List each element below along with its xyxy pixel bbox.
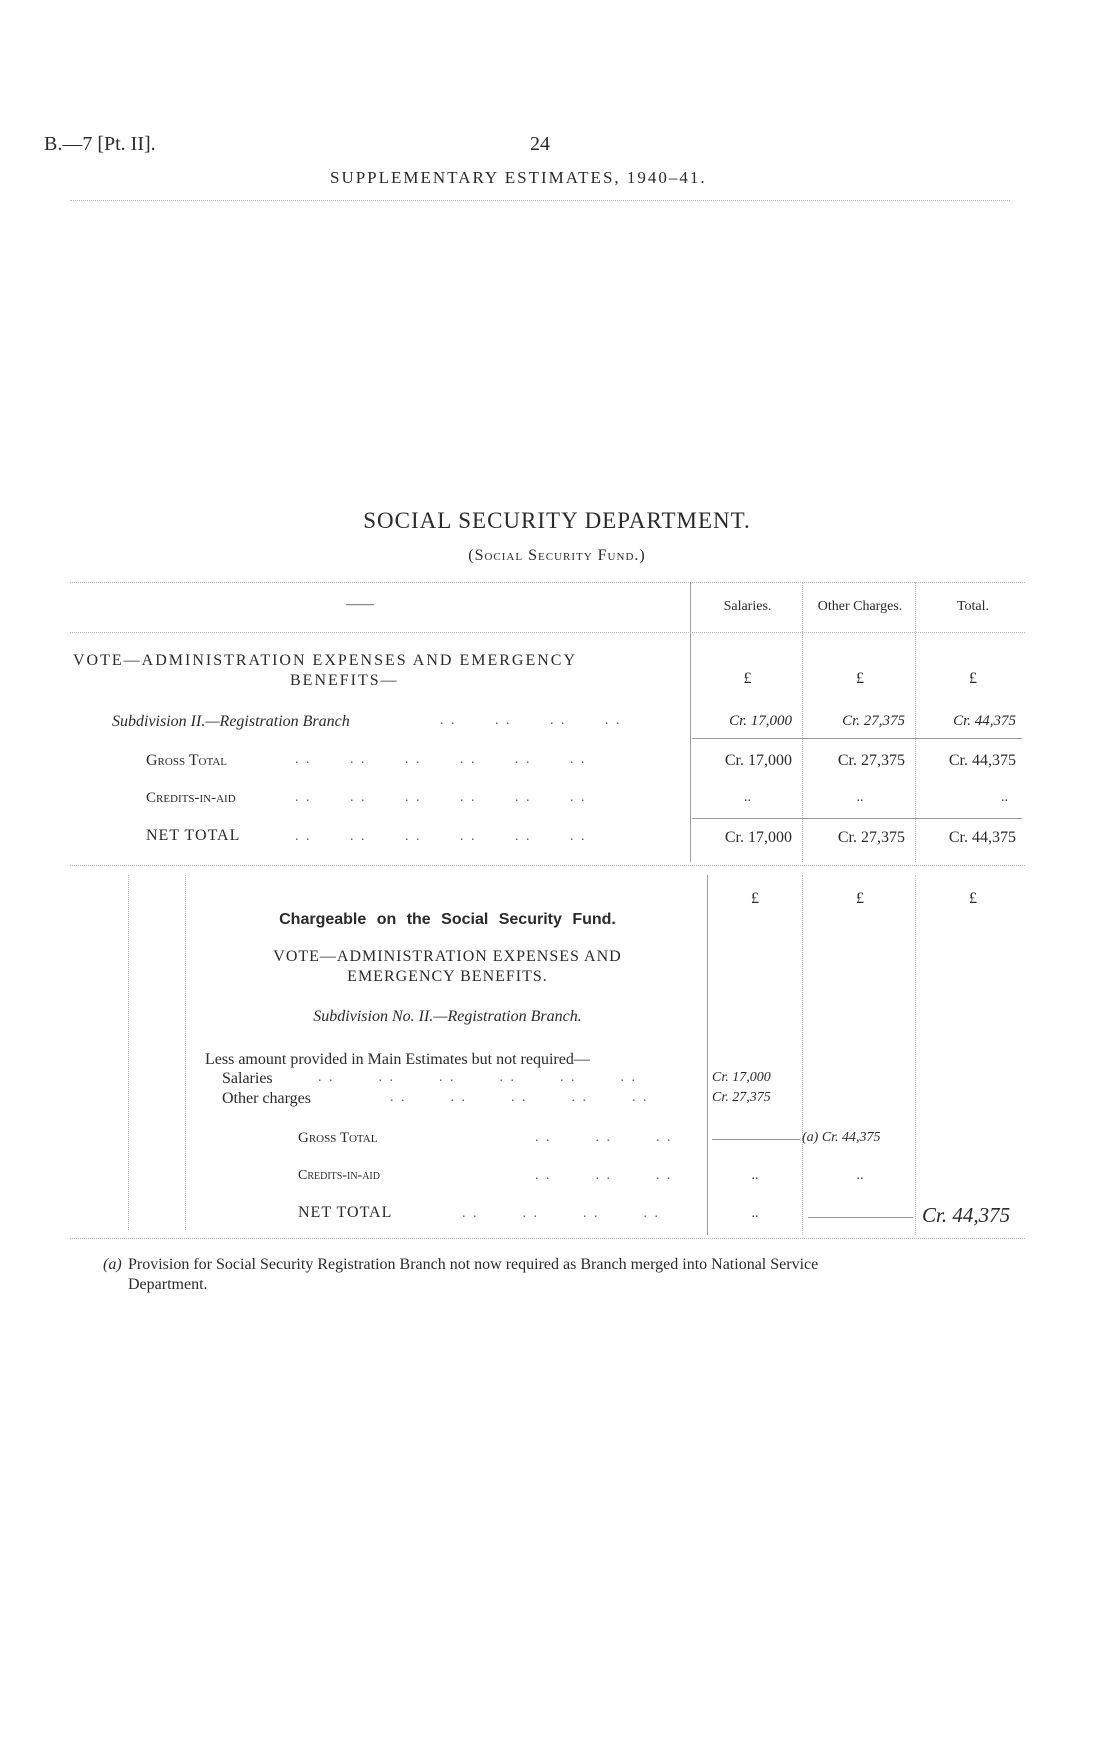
table2-col-divider-1	[707, 875, 708, 1235]
row-subdivision-label: Subdivision II.—Registration Branch	[112, 713, 350, 730]
table2-net-total-label: NET TOTAL	[298, 1204, 393, 1221]
salaries-value: Cr. 17,000	[712, 1070, 771, 1085]
chargeable-heading: Chargeable on the Social Security Fund.	[279, 911, 616, 928]
table2-col-divider-2	[802, 875, 803, 1235]
currency-total: £	[969, 670, 977, 687]
table2-net-total-value: Cr. 44,375	[922, 1203, 1011, 1227]
other-charges-label: Other charges	[222, 1090, 311, 1107]
gross-total-leader-rule	[712, 1139, 800, 1140]
row-rule	[692, 738, 1022, 739]
page-reference: B.—7 [Pt. II].	[44, 133, 156, 155]
table2-currency-3: £	[969, 890, 977, 907]
row-subdivision-total: Cr. 44,375	[953, 713, 1016, 729]
table2-bottom-rule	[70, 1238, 1025, 1239]
table2-subdivision: Subdivision No. II.—Registration Branch.	[313, 1008, 582, 1025]
table2-gross-total-label: Gross Total	[298, 1130, 378, 1146]
header-rule	[70, 200, 1010, 201]
table2-gross-total-value: (a) Cr. 44,375	[802, 1130, 881, 1145]
vote-heading-line1: VOTE—ADMINISTRATION EXPENSES AND EMERGENCY	[73, 652, 577, 669]
table2-net-col1: ..	[751, 1206, 759, 1221]
table1-col-divider-2	[802, 582, 803, 862]
column-header-other-charges: Other Charges.	[817, 599, 903, 614]
table1-col-divider-3	[915, 582, 916, 862]
table2-vote-line1: VOTE—ADMINISTRATION EXPENSES AND	[273, 948, 622, 965]
row-credits-in-aid-total: ..	[1001, 790, 1008, 805]
leader-dots: . . . . . . . . . .	[390, 1090, 649, 1105]
row-subdivision-salaries: Cr. 17,000	[729, 713, 792, 729]
row-gross-total-salaries: Cr. 17,000	[724, 752, 792, 769]
row-net-total-label: NET TOTAL	[146, 827, 241, 844]
row-gross-total-label: Gross Total	[146, 752, 228, 769]
row-credits-in-aid-label: Credits-in-aid	[146, 790, 236, 806]
other-charges-value: Cr. 27,375	[712, 1090, 771, 1105]
leader-dots: . . . . . . . .	[462, 1206, 660, 1221]
leader-dots: . . . . . . . .	[440, 713, 622, 728]
table2-margin-line-2	[185, 875, 186, 1230]
table1-bottom-rule	[70, 865, 1025, 866]
net-total-leader-rule	[808, 1217, 913, 1218]
row-gross-total-total: Cr. 44,375	[948, 752, 1016, 769]
vote-heading-line2: BENEFITS—	[290, 672, 399, 689]
footnote-line1: Provision for Social Security Registration Branch not now required as Branch merged into National Service	[128, 1256, 819, 1273]
footnote-marker: (a)	[103, 1256, 122, 1273]
row-net-total-salaries: Cr. 17,000	[724, 829, 792, 846]
leader-dots: . . . . . . . . . . . .	[295, 790, 587, 805]
table2-currency-1: £	[751, 890, 759, 907]
row-rule	[692, 818, 1022, 819]
table1-top-rule	[70, 582, 1025, 583]
column-header-salaries: Salaries.	[723, 599, 772, 614]
row-credits-in-aid-other: ..	[856, 790, 864, 805]
column-header-total: Total.	[956, 599, 990, 614]
table1-col-divider-1	[690, 582, 691, 862]
running-title: SUPPLEMENTARY ESTIMATES, 1940–41.	[330, 168, 707, 187]
page-number: 24	[530, 133, 550, 155]
leader-dots: . . . . . . . . . . . .	[295, 829, 587, 844]
row-subdivision-other: Cr. 27,375	[842, 713, 905, 729]
table2-currency-2: £	[856, 890, 864, 907]
salaries-label: Salaries	[222, 1070, 273, 1087]
table2-vote-line2: EMERGENCY BENEFITS.	[347, 968, 548, 985]
table2-credits-col2: ..	[856, 1168, 864, 1183]
table2-credits-col1: ..	[751, 1168, 759, 1183]
row-net-total-total: Cr. 44,375	[948, 829, 1016, 846]
row-net-total-other: Cr. 27,375	[837, 829, 905, 846]
row-credits-in-aid-salaries: ..	[744, 790, 751, 805]
table2-col-divider-3	[915, 875, 916, 1235]
currency-other: £	[856, 670, 864, 687]
leader-dots: . . . . . . . . . . . .	[295, 752, 587, 767]
table2-credits-label: Credits-in-aid	[298, 1168, 380, 1183]
department-title: SOCIAL SECURITY DEPARTMENT.	[363, 508, 751, 533]
table1-blank-column-header: ——	[346, 597, 374, 612]
leader-dots: . . . . . .	[535, 1168, 673, 1183]
table2-margin-line-1	[128, 875, 129, 1230]
currency-salaries: £	[743, 670, 752, 687]
footnote-line2: Department.	[128, 1276, 208, 1293]
row-gross-total-other: Cr. 27,375	[837, 752, 905, 769]
less-amount-line: Less amount provided in Main Estimates but not required—	[205, 1051, 590, 1068]
leader-dots: . . . . . .	[535, 1130, 673, 1145]
leader-dots: . . . . . . . . . . . .	[318, 1070, 637, 1085]
department-subtitle: (Social Security Fund.)	[468, 547, 646, 564]
table1-header-rule	[70, 632, 1025, 633]
